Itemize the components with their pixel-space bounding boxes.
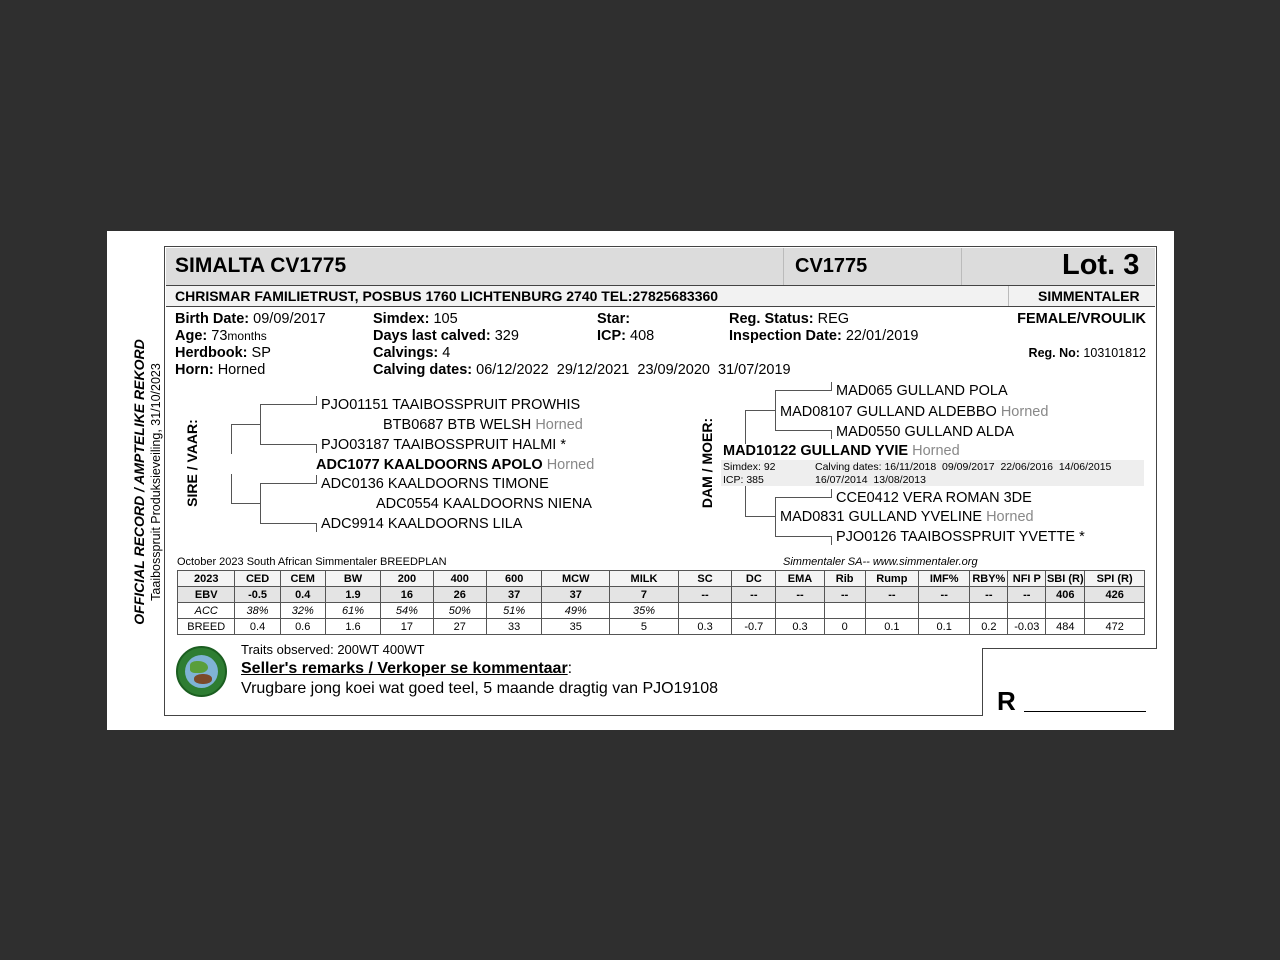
ebv-cell: -- xyxy=(865,587,918,603)
ebv-header-cell: IMF% xyxy=(919,571,970,587)
breed-row xyxy=(178,619,1145,635)
calving-dates: Calving dates: 06/12/2022 29/12/2021 23/09/2020 31/07/2019 xyxy=(373,362,791,378)
sire-dam: ADC0554 KAALDOORNS NIENA xyxy=(376,496,592,512)
dam-calving-dates: Calving dates: 16/11/2018 09/09/2017 22/06/2016 14/06/2015 xyxy=(815,461,1112,473)
inspection-date: Inspection Date: 22/01/2019 xyxy=(729,328,919,344)
dam-dam: MAD0831 GULLAND YVELINE Horned xyxy=(780,509,1034,525)
simmentaler-logo xyxy=(176,646,227,697)
ebv-header-cell: 600 xyxy=(486,571,541,587)
ebv-header-cell: NFI P xyxy=(1008,571,1046,587)
breed-cell: 0 xyxy=(824,619,865,635)
breed-cell: 27 xyxy=(433,619,486,635)
herdbook: Herdbook: SP xyxy=(175,345,271,361)
auction-label: Taaibosspruit Produksieveiling, 31/10/2023 xyxy=(149,363,163,601)
acc-cell xyxy=(865,603,918,619)
breed-cell: 472 xyxy=(1085,619,1145,635)
breed-cell: BREED xyxy=(178,619,235,635)
ebv-cell: 426 xyxy=(1085,587,1145,603)
ebv-cell: -- xyxy=(678,587,731,603)
dam-dam-dam: PJO0126 TAAIBOSSPRUIT YVETTE * xyxy=(836,529,1085,545)
acc-cell xyxy=(1085,603,1145,619)
reg-number: Reg. No: 103101812 xyxy=(1028,346,1146,360)
calvings: Calvings: 4 xyxy=(373,345,451,361)
ebv-table xyxy=(177,570,1145,635)
icp: ICP: 408 xyxy=(597,328,655,344)
breed-cell: -0.03 xyxy=(1008,619,1046,635)
acc-cell xyxy=(732,603,776,619)
ebv-cell: 16 xyxy=(381,587,433,603)
price-label: R xyxy=(997,686,1016,716)
breed-cell: 35 xyxy=(542,619,610,635)
acc-cell xyxy=(970,603,1008,619)
traits-observed: Traits observed: 200WT 400WT xyxy=(241,642,425,657)
sire-sire-sire: PJO01151 TAAIBOSSPRUIT PROWHIS xyxy=(321,397,581,413)
acc-cell xyxy=(919,603,970,619)
ebv-header-cell: 2023 xyxy=(178,571,235,587)
breed-cell: 33 xyxy=(486,619,541,635)
breed-cell: 0.4 xyxy=(235,619,280,635)
ebv-header-cell: RBY% xyxy=(970,571,1008,587)
ebv-header-cell: DC xyxy=(732,571,776,587)
acc-cell: 54% xyxy=(381,603,433,619)
official-record-label: OFFICIAL RECORD / AMPTELIKE REKORD xyxy=(131,339,147,625)
ebv-header-cell: CEM xyxy=(280,571,325,587)
breed-label: SIMMENTALER xyxy=(1038,288,1140,304)
simmentaler-caption: Simmentaler SA-- www.simmentaler.org xyxy=(783,556,978,568)
acc-cell: 50% xyxy=(433,603,486,619)
star: Star: xyxy=(597,311,631,327)
ebv-cell: -- xyxy=(919,587,970,603)
acc-cell xyxy=(1046,603,1085,619)
acc-cell: 61% xyxy=(325,603,380,619)
ebv-cell: EBV xyxy=(178,587,235,603)
ebv-header-cell: BW xyxy=(325,571,380,587)
ebv-cell: -- xyxy=(970,587,1008,603)
breed-cell: 17 xyxy=(381,619,433,635)
ebv-cell: -- xyxy=(776,587,824,603)
dam-label: DAM / MOER: xyxy=(699,417,715,509)
ebv-header-cell: SPI (R) xyxy=(1085,571,1145,587)
acc-cell: 49% xyxy=(542,603,610,619)
ebv-header-cell: SBI (R) xyxy=(1046,572,1084,585)
animal-id: CV1775 xyxy=(795,255,868,277)
acc-cell xyxy=(776,603,824,619)
sire-name: ADC1077 KAALDOORNS APOLO Horned xyxy=(316,457,595,473)
ebv-cell: 0.4 xyxy=(280,587,325,603)
acc-cell: 38% xyxy=(235,603,280,619)
dam-dam-sire: CCE0412 VERA ROMAN 3DE xyxy=(836,490,1032,506)
acc-row xyxy=(178,603,1145,619)
ebv-header-cell: SC xyxy=(678,571,731,587)
breed-cell: 0.2 xyxy=(970,619,1008,635)
dam-simdex: Simdex: 92 xyxy=(723,461,776,473)
ebv-header-cell: 400 xyxy=(433,571,486,587)
sire-dam-sire: ADC0136 KAALDOORNS TIMONE xyxy=(321,476,549,492)
breed-cell: 0.3 xyxy=(776,619,824,635)
ebv-cell: -- xyxy=(824,587,865,603)
sire-dam-dam: ADC9914 KAALDOORNS LILA xyxy=(321,516,523,532)
breed-cell: 0.6 xyxy=(280,619,325,635)
ebv-row xyxy=(178,587,1145,603)
acc-cell: 35% xyxy=(610,603,679,619)
age: Age: 73months xyxy=(175,328,267,344)
dam-sire: MAD08107 GULLAND ALDEBBO Horned xyxy=(780,404,1049,420)
ebv-cell: 406 xyxy=(1046,587,1085,603)
ebv-cell: -- xyxy=(732,587,776,603)
birth-date: Birth Date: 09/09/2017 xyxy=(175,311,326,327)
reg-status: Reg. Status: REG xyxy=(729,311,850,327)
ebv-cell: 37 xyxy=(542,587,610,603)
sellers-remarks: Vrugbare jong koei wat goed teel, 5 maande dragtig van PJO19108 xyxy=(241,680,719,697)
animal-name: SIMALTA CV1775 xyxy=(175,254,347,277)
acc-cell xyxy=(1008,603,1046,619)
horn-status: Horn: Horned xyxy=(175,362,266,378)
breed-cell: 1.6 xyxy=(325,619,380,635)
ebv-header-cell: CED xyxy=(235,571,280,587)
sire-sire: BTB0687 BTB WELSH Horned xyxy=(383,417,583,433)
ebv-header-cell: EMA xyxy=(776,571,824,587)
price-line xyxy=(1024,711,1146,712)
dam-sire-dam: MAD0550 GULLAND ALDA xyxy=(836,424,1015,440)
sire-sire-dam: PJO03187 TAAIBOSSPRUIT HALMI * xyxy=(321,437,566,453)
owner-details: CHRISMAR FAMILIETRUST, POSBUS 1760 LICHTENBURG 2740 TEL:27825683360 xyxy=(175,288,719,304)
sex-label: FEMALE/VROULIK xyxy=(1017,311,1146,327)
acc-cell: ACC xyxy=(178,603,235,619)
ebv-cell: 26 xyxy=(433,587,486,603)
breedplan-caption: October 2023 South African Simmentaler BREEDPLAN xyxy=(177,556,447,568)
ebv-cell: -- xyxy=(1008,587,1046,603)
breed-cell: 5 xyxy=(610,619,679,635)
days-last-calved: Days last calved: 329 xyxy=(373,328,519,344)
ebv-header-cell: 200 xyxy=(381,571,433,587)
breed-cell: -0.7 xyxy=(732,619,776,635)
ebv-cell: 7 xyxy=(610,587,679,603)
acc-cell xyxy=(824,603,865,619)
ebv-cell: 1.9 xyxy=(325,587,380,603)
dam-sire-sire: MAD065 GULLAND POLA xyxy=(836,383,1008,399)
acc-cell: 32% xyxy=(280,603,325,619)
dam-calving-dates-2: 16/07/2014 13/08/2013 xyxy=(815,474,926,486)
ebv-cell: 37 xyxy=(486,587,541,603)
dam-name: MAD10122 GULLAND YVIE Horned xyxy=(723,443,960,459)
dam-icp: ICP: 385 xyxy=(723,474,764,486)
lot-number: Lot. 3 xyxy=(1062,249,1140,281)
sellers-remarks-label: Seller's remarks / Verkoper se kommentaar: xyxy=(241,660,573,677)
acc-cell xyxy=(678,603,731,619)
ebv-cell: -0.5 xyxy=(235,587,280,603)
breed-cell: 0.3 xyxy=(678,619,731,635)
breed-cell: 0.1 xyxy=(919,619,970,635)
sire-label: SIRE / VAAR: xyxy=(184,419,200,507)
breed-cell: 0.1 xyxy=(865,619,918,635)
ebv-header-cell: MILK xyxy=(610,571,679,587)
ebv-header-cell: MCW xyxy=(542,571,610,587)
breed-cell: 484 xyxy=(1046,619,1085,635)
ebv-header-cell: Rump xyxy=(865,571,918,587)
ebv-header-cell: Rib xyxy=(824,571,865,587)
acc-cell: 51% xyxy=(486,603,541,619)
ebv-header-row xyxy=(178,571,1145,587)
simdex: Simdex: 105 xyxy=(373,311,458,327)
